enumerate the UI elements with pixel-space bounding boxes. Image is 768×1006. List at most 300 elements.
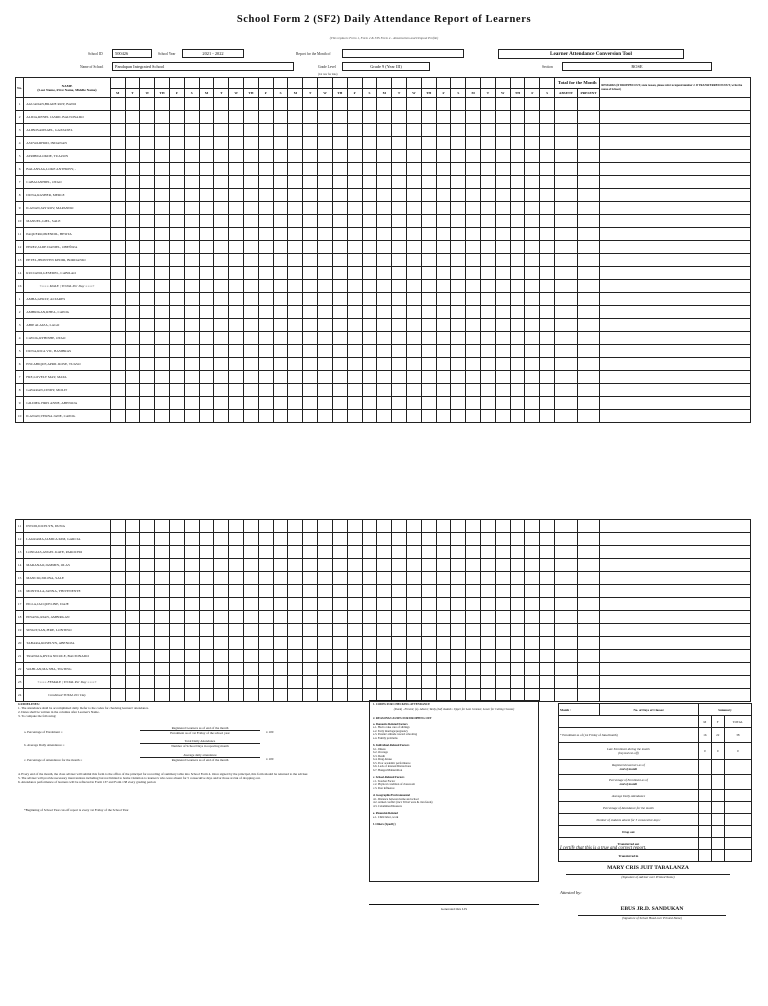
attendance-cell[interactable] [362, 358, 377, 371]
attendance-cell[interactable] [229, 520, 244, 533]
attendance-cell[interactable] [303, 559, 318, 572]
attendance-cell[interactable] [125, 598, 140, 611]
attendance-cell[interactable] [421, 293, 436, 306]
attendance-cell[interactable] [362, 397, 377, 410]
attendance-cell[interactable] [481, 410, 496, 423]
attendance-cell[interactable] [303, 546, 318, 559]
attendance-cell[interactable] [229, 150, 244, 163]
attendance-cell[interactable] [332, 293, 347, 306]
attendance-cell[interactable] [288, 358, 303, 371]
attendance-cell[interactable] [169, 689, 184, 702]
attendance-cell[interactable] [495, 293, 510, 306]
attendance-cell[interactable] [332, 624, 347, 637]
attendance-cell[interactable] [540, 611, 555, 624]
attendance-cell[interactable] [421, 546, 436, 559]
attendance-cell[interactable] [421, 624, 436, 637]
attendance-cell[interactable] [318, 306, 333, 319]
attendance-cell[interactable] [377, 332, 392, 345]
attendance-cell[interactable] [199, 358, 214, 371]
attendance-cell[interactable] [214, 624, 229, 637]
date-cell[interactable] [303, 78, 318, 89]
attendance-cell[interactable] [377, 397, 392, 410]
attendance-cell[interactable] [273, 280, 288, 293]
attendance-cell[interactable] [377, 319, 392, 332]
attendance-cell[interactable] [258, 150, 273, 163]
attendance-cell[interactable] [229, 280, 244, 293]
attendance-cell[interactable] [273, 215, 288, 228]
attendance-cell[interactable] [436, 410, 451, 423]
attendance-cell[interactable] [244, 650, 259, 663]
attendance-cell[interactable] [140, 137, 155, 150]
attendance-cell[interactable] [229, 215, 244, 228]
attendance-cell[interactable] [510, 585, 525, 598]
attendance-cell[interactable] [495, 215, 510, 228]
attendance-cell[interactable] [510, 111, 525, 124]
attendance-cell[interactable] [303, 241, 318, 254]
attendance-cell[interactable] [303, 637, 318, 650]
attendance-cell[interactable] [436, 319, 451, 332]
attendance-cell[interactable] [347, 319, 362, 332]
attendance-cell[interactable] [318, 624, 333, 637]
attendance-cell[interactable] [347, 111, 362, 124]
attendance-cell[interactable] [229, 384, 244, 397]
attendance-cell[interactable] [377, 384, 392, 397]
attendance-cell[interactable] [288, 306, 303, 319]
attendance-cell[interactable] [318, 676, 333, 689]
date-cell[interactable] [332, 78, 347, 89]
attendance-cell[interactable] [406, 663, 421, 676]
attendance-cell[interactable] [362, 150, 377, 163]
attendance-cell[interactable] [318, 663, 333, 676]
attendance-cell[interactable] [510, 202, 525, 215]
attendance-cell[interactable] [540, 189, 555, 202]
school-id-field[interactable]: 500426 [112, 49, 152, 58]
attendance-cell[interactable] [244, 306, 259, 319]
grade-level-field[interactable]: Grade 9 (Year III) [342, 62, 430, 71]
attendance-cell[interactable] [110, 546, 125, 559]
attendance-cell[interactable] [273, 650, 288, 663]
attendance-cell[interactable] [495, 397, 510, 410]
attendance-cell[interactable] [258, 124, 273, 137]
attendance-cell[interactable] [510, 572, 525, 585]
attendance-cell[interactable] [184, 345, 199, 358]
attendance-cell[interactable] [481, 650, 496, 663]
attendance-cell[interactable] [258, 163, 273, 176]
attendance-cell[interactable] [392, 533, 407, 546]
attendance-cell[interactable] [481, 546, 496, 559]
attendance-cell[interactable] [140, 533, 155, 546]
attendance-cell[interactable] [451, 358, 466, 371]
attendance-cell[interactable] [495, 228, 510, 241]
attendance-cell[interactable] [258, 241, 273, 254]
attendance-cell[interactable] [258, 358, 273, 371]
attendance-cell[interactable] [362, 280, 377, 293]
attendance-cell[interactable] [199, 306, 214, 319]
attendance-cell[interactable] [436, 663, 451, 676]
attendance-cell[interactable] [421, 520, 436, 533]
attendance-cell[interactable] [495, 137, 510, 150]
attendance-cell[interactable] [466, 345, 481, 358]
attendance-cell[interactable] [303, 663, 318, 676]
attendance-cell[interactable] [481, 520, 496, 533]
attendance-cell[interactable] [540, 624, 555, 637]
attendance-cell[interactable] [214, 189, 229, 202]
attendance-cell[interactable] [244, 598, 259, 611]
attendance-cell[interactable] [199, 546, 214, 559]
attendance-cell[interactable] [495, 98, 510, 111]
attendance-cell[interactable] [436, 150, 451, 163]
attendance-cell[interactable] [303, 124, 318, 137]
attendance-cell[interactable] [392, 598, 407, 611]
attendance-cell[interactable] [466, 267, 481, 280]
attendance-cell[interactable] [510, 559, 525, 572]
attendance-cell[interactable] [436, 520, 451, 533]
attendance-cell[interactable] [362, 572, 377, 585]
attendance-cell[interactable] [244, 98, 259, 111]
attendance-cell[interactable] [110, 280, 125, 293]
attendance-cell[interactable] [451, 611, 466, 624]
attendance-cell[interactable] [377, 624, 392, 637]
attendance-cell[interactable] [377, 546, 392, 559]
attendance-cell[interactable] [214, 306, 229, 319]
date-cell[interactable] [451, 78, 466, 89]
remarks-cell[interactable] [600, 384, 751, 397]
attendance-cell[interactable] [466, 111, 481, 124]
attendance-cell[interactable] [125, 559, 140, 572]
attendance-cell[interactable] [244, 163, 259, 176]
attendance-cell[interactable] [347, 572, 362, 585]
attendance-cell[interactable] [125, 293, 140, 306]
attendance-cell[interactable] [421, 306, 436, 319]
attendance-cell[interactable] [510, 124, 525, 137]
attendance-cell[interactable] [229, 689, 244, 702]
attendance-cell[interactable] [451, 150, 466, 163]
attendance-cell[interactable] [377, 663, 392, 676]
attendance-cell[interactable] [155, 572, 170, 585]
attendance-cell[interactable] [481, 280, 496, 293]
attendance-cell[interactable] [199, 397, 214, 410]
date-cell[interactable] [229, 78, 244, 89]
attendance-cell[interactable] [392, 611, 407, 624]
attendance-cell[interactable] [347, 358, 362, 371]
attendance-cell[interactable] [288, 533, 303, 546]
attendance-cell[interactable] [155, 345, 170, 358]
attendance-cell[interactable] [421, 598, 436, 611]
remarks-cell[interactable] [600, 559, 751, 572]
attendance-cell[interactable] [273, 137, 288, 150]
attendance-cell[interactable] [140, 585, 155, 598]
attendance-cell[interactable] [110, 241, 125, 254]
attendance-cell[interactable] [481, 345, 496, 358]
attendance-cell[interactable] [421, 345, 436, 358]
remarks-cell[interactable] [600, 650, 751, 663]
attendance-cell[interactable] [495, 663, 510, 676]
attendance-cell[interactable] [481, 637, 496, 650]
attendance-cell[interactable] [451, 676, 466, 689]
attendance-cell[interactable] [199, 124, 214, 137]
attendance-cell[interactable] [229, 624, 244, 637]
attendance-cell[interactable] [184, 598, 199, 611]
attendance-cell[interactable] [140, 689, 155, 702]
date-cell[interactable] [184, 78, 199, 89]
attendance-cell[interactable] [184, 228, 199, 241]
attendance-cell[interactable] [451, 189, 466, 202]
attendance-cell[interactable] [392, 150, 407, 163]
attendance-cell[interactable] [332, 559, 347, 572]
attendance-cell[interactable] [318, 176, 333, 189]
attendance-cell[interactable] [303, 410, 318, 423]
attendance-cell[interactable] [169, 319, 184, 332]
attendance-cell[interactable] [481, 358, 496, 371]
attendance-cell[interactable] [125, 611, 140, 624]
remarks-cell[interactable] [600, 358, 751, 371]
attendance-cell[interactable] [421, 228, 436, 241]
date-cell[interactable] [421, 78, 436, 89]
attendance-cell[interactable] [406, 293, 421, 306]
attendance-cell[interactable] [169, 624, 184, 637]
attendance-cell[interactable] [392, 572, 407, 585]
attendance-cell[interactable] [199, 598, 214, 611]
attendance-cell[interactable] [258, 410, 273, 423]
attendance-cell[interactable] [273, 384, 288, 397]
attendance-cell[interactable] [125, 689, 140, 702]
remarks-cell[interactable] [600, 163, 751, 176]
attendance-cell[interactable] [140, 520, 155, 533]
attendance-cell[interactable] [214, 150, 229, 163]
attendance-cell[interactable] [214, 345, 229, 358]
attendance-cell[interactable] [214, 650, 229, 663]
attendance-cell[interactable] [406, 189, 421, 202]
attendance-cell[interactable] [184, 520, 199, 533]
attendance-cell[interactable] [347, 332, 362, 345]
attendance-cell[interactable] [318, 689, 333, 702]
attendance-cell[interactable] [347, 689, 362, 702]
attendance-cell[interactable] [525, 345, 540, 358]
attendance-cell[interactable] [184, 189, 199, 202]
attendance-cell[interactable] [362, 202, 377, 215]
attendance-cell[interactable] [421, 254, 436, 267]
attendance-cell[interactable] [140, 176, 155, 189]
attendance-cell[interactable] [244, 533, 259, 546]
attendance-cell[interactable] [451, 520, 466, 533]
attendance-cell[interactable] [362, 611, 377, 624]
attendance-cell[interactable] [199, 254, 214, 267]
attendance-cell[interactable] [199, 624, 214, 637]
attendance-cell[interactable] [421, 176, 436, 189]
attendance-cell[interactable] [466, 332, 481, 345]
attendance-cell[interactable] [525, 150, 540, 163]
attendance-cell[interactable] [303, 384, 318, 397]
attendance-cell[interactable] [525, 254, 540, 267]
attendance-cell[interactable] [318, 111, 333, 124]
attendance-cell[interactable] [214, 611, 229, 624]
attendance-cell[interactable] [273, 124, 288, 137]
attendance-cell[interactable] [155, 533, 170, 546]
attendance-cell[interactable] [184, 202, 199, 215]
attendance-cell[interactable] [288, 546, 303, 559]
attendance-cell[interactable] [184, 306, 199, 319]
attendance-cell[interactable] [184, 397, 199, 410]
attendance-cell[interactable] [214, 689, 229, 702]
attendance-cell[interactable] [229, 306, 244, 319]
attendance-cell[interactable] [481, 98, 496, 111]
attendance-cell[interactable] [244, 637, 259, 650]
attendance-cell[interactable] [318, 520, 333, 533]
attendance-cell[interactable] [377, 202, 392, 215]
attendance-cell[interactable] [273, 663, 288, 676]
attendance-cell[interactable] [392, 254, 407, 267]
attendance-cell[interactable] [377, 215, 392, 228]
attendance-cell[interactable] [436, 163, 451, 176]
attendance-cell[interactable] [169, 189, 184, 202]
attendance-cell[interactable] [273, 241, 288, 254]
attendance-cell[interactable] [199, 163, 214, 176]
remarks-cell[interactable] [600, 676, 751, 689]
attendance-cell[interactable] [406, 241, 421, 254]
attendance-cell[interactable] [199, 267, 214, 280]
attendance-cell[interactable] [347, 650, 362, 663]
attendance-cell[interactable] [481, 137, 496, 150]
attendance-cell[interactable] [110, 410, 125, 423]
attendance-cell[interactable] [318, 150, 333, 163]
attendance-cell[interactable] [451, 559, 466, 572]
attendance-cell[interactable] [525, 137, 540, 150]
attendance-cell[interactable] [169, 572, 184, 585]
attendance-cell[interactable] [199, 137, 214, 150]
attendance-cell[interactable] [229, 585, 244, 598]
attendance-cell[interactable] [495, 637, 510, 650]
attendance-cell[interactable] [214, 111, 229, 124]
attendance-cell[interactable] [466, 546, 481, 559]
attendance-cell[interactable] [288, 254, 303, 267]
attendance-cell[interactable] [258, 637, 273, 650]
attendance-cell[interactable] [377, 306, 392, 319]
attendance-cell[interactable] [318, 598, 333, 611]
attendance-cell[interactable] [288, 663, 303, 676]
attendance-cell[interactable] [288, 176, 303, 189]
attendance-cell[interactable] [540, 111, 555, 124]
attendance-cell[interactable] [540, 202, 555, 215]
attendance-cell[interactable] [362, 189, 377, 202]
attendance-cell[interactable] [214, 293, 229, 306]
attendance-cell[interactable] [451, 319, 466, 332]
attendance-cell[interactable] [258, 111, 273, 124]
attendance-cell[interactable] [244, 689, 259, 702]
attendance-cell[interactable] [481, 384, 496, 397]
attendance-cell[interactable] [214, 384, 229, 397]
attendance-cell[interactable] [377, 254, 392, 267]
attendance-cell[interactable] [125, 572, 140, 585]
attendance-cell[interactable] [229, 124, 244, 137]
attendance-cell[interactable] [525, 241, 540, 254]
attendance-cell[interactable] [169, 332, 184, 345]
attendance-cell[interactable] [303, 689, 318, 702]
attendance-cell[interactable] [258, 624, 273, 637]
attendance-cell[interactable] [155, 98, 170, 111]
attendance-cell[interactable] [155, 319, 170, 332]
attendance-cell[interactable] [525, 306, 540, 319]
attendance-cell[interactable] [288, 137, 303, 150]
attendance-cell[interactable] [436, 124, 451, 137]
date-cell[interactable] [244, 78, 259, 89]
attendance-cell[interactable] [481, 676, 496, 689]
attendance-cell[interactable] [451, 241, 466, 254]
attendance-cell[interactable] [347, 663, 362, 676]
attendance-cell[interactable] [421, 611, 436, 624]
attendance-cell[interactable] [466, 624, 481, 637]
attendance-cell[interactable] [540, 546, 555, 559]
attendance-cell[interactable] [406, 384, 421, 397]
attendance-cell[interactable] [199, 215, 214, 228]
date-cell[interactable] [377, 78, 392, 89]
remarks-cell[interactable] [600, 176, 751, 189]
attendance-cell[interactable] [214, 176, 229, 189]
attendance-cell[interactable] [303, 306, 318, 319]
attendance-cell[interactable] [510, 319, 525, 332]
attendance-cell[interactable] [125, 98, 140, 111]
attendance-cell[interactable] [184, 280, 199, 293]
attendance-cell[interactable] [481, 663, 496, 676]
attendance-cell[interactable] [140, 254, 155, 267]
attendance-cell[interactable] [421, 150, 436, 163]
attendance-cell[interactable] [229, 332, 244, 345]
attendance-cell[interactable] [332, 202, 347, 215]
attendance-cell[interactable] [125, 319, 140, 332]
attendance-cell[interactable] [318, 559, 333, 572]
attendance-cell[interactable] [481, 267, 496, 280]
attendance-cell[interactable] [362, 546, 377, 559]
attendance-cell[interactable] [199, 572, 214, 585]
attendance-cell[interactable] [436, 137, 451, 150]
attendance-cell[interactable] [110, 137, 125, 150]
date-cell[interactable] [273, 78, 288, 89]
attendance-cell[interactable] [244, 358, 259, 371]
attendance-cell[interactable] [525, 533, 540, 546]
attendance-cell[interactable] [140, 280, 155, 293]
attendance-cell[interactable] [199, 280, 214, 293]
attendance-cell[interactable] [199, 293, 214, 306]
attendance-cell[interactable] [347, 598, 362, 611]
attendance-cell[interactable] [406, 572, 421, 585]
attendance-cell[interactable] [406, 176, 421, 189]
attendance-cell[interactable] [258, 215, 273, 228]
attendance-cell[interactable] [525, 585, 540, 598]
attendance-cell[interactable] [273, 371, 288, 384]
attendance-cell[interactable] [125, 397, 140, 410]
attendance-cell[interactable] [362, 345, 377, 358]
attendance-cell[interactable] [229, 228, 244, 241]
attendance-cell[interactable] [273, 676, 288, 689]
date-cell[interactable] [125, 78, 140, 89]
attendance-cell[interactable] [318, 533, 333, 546]
attendance-cell[interactable] [392, 358, 407, 371]
attendance-cell[interactable] [258, 306, 273, 319]
attendance-cell[interactable] [125, 176, 140, 189]
attendance-cell[interactable] [140, 624, 155, 637]
attendance-cell[interactable] [288, 650, 303, 663]
attendance-cell[interactable] [140, 98, 155, 111]
attendance-cell[interactable] [406, 546, 421, 559]
attendance-cell[interactable] [110, 189, 125, 202]
attendance-cell[interactable] [377, 124, 392, 137]
attendance-cell[interactable] [332, 124, 347, 137]
attendance-cell[interactable] [540, 572, 555, 585]
attendance-cell[interactable] [377, 163, 392, 176]
attendance-cell[interactable] [155, 111, 170, 124]
attendance-cell[interactable] [288, 111, 303, 124]
attendance-cell[interactable] [258, 189, 273, 202]
attendance-cell[interactable] [406, 306, 421, 319]
